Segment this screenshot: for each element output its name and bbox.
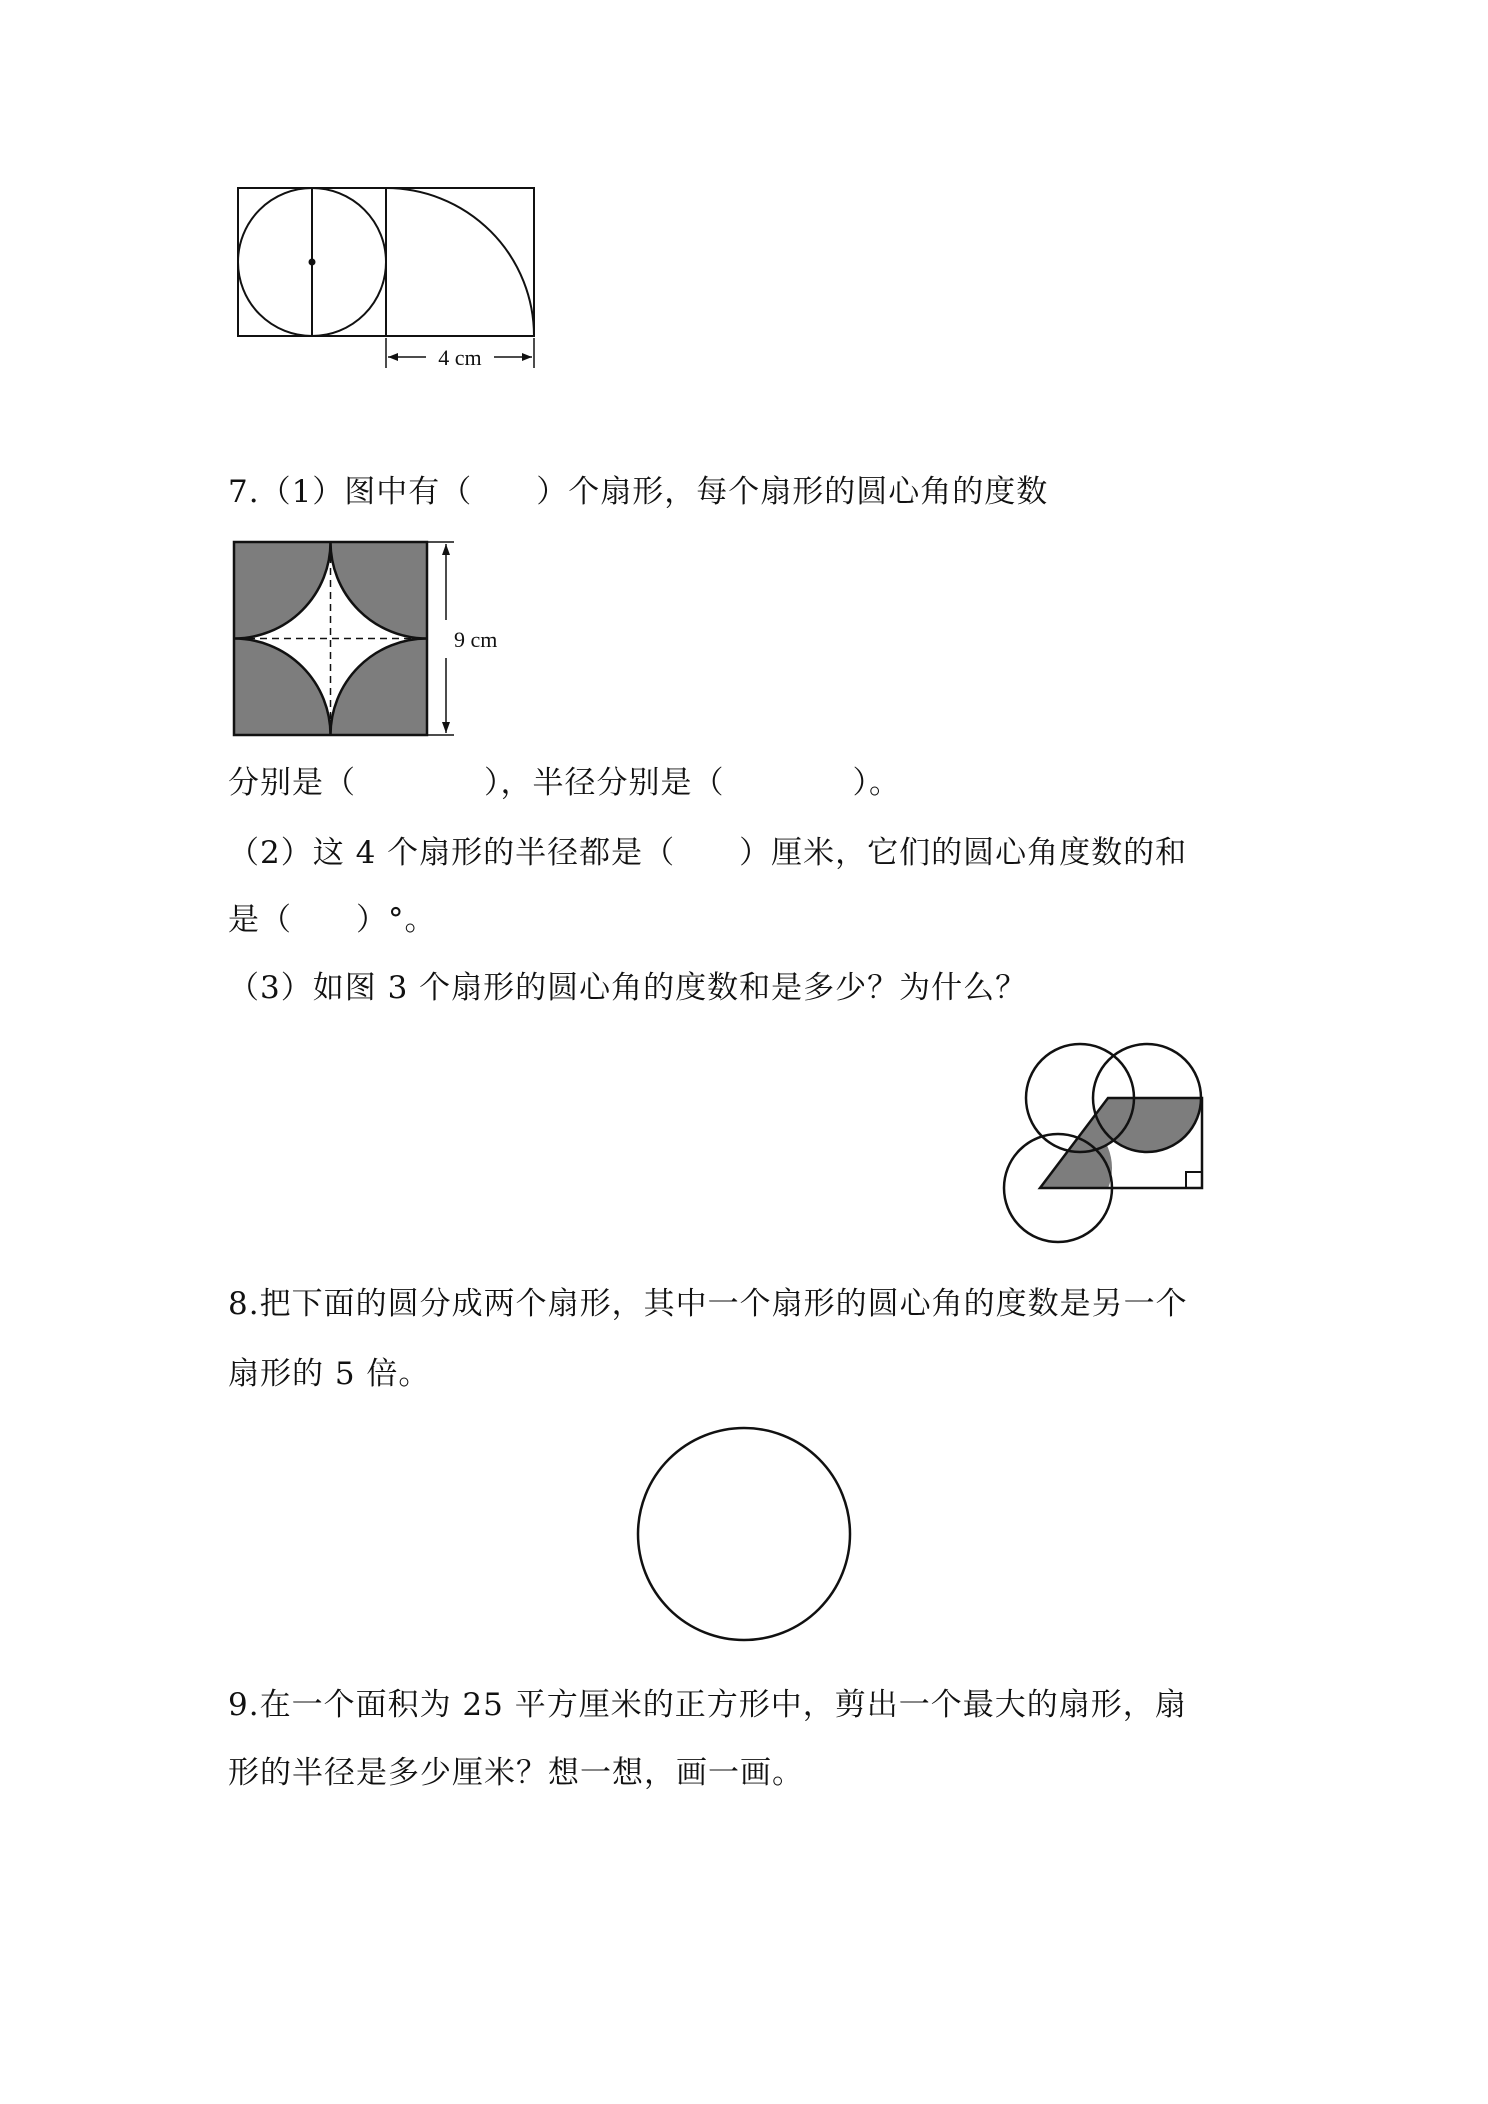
figure-blank-circle — [634, 1424, 854, 1644]
center-dot — [309, 259, 316, 266]
q9-line2: 形的半径是多少厘米？想一想，画一画。 — [228, 1755, 804, 1791]
blank-circle — [638, 1428, 850, 1640]
q8-line2: 扇形的 5 倍。 — [228, 1356, 431, 1392]
figure-three-circles-sectors — [980, 1040, 1260, 1250]
figure-circle-and-quarter-arc — [236, 186, 546, 376]
q7-line4: 是（ ）°。 — [228, 902, 437, 938]
dimension-label-4cm: 4 cm — [438, 345, 482, 370]
dimension-label-9cm: 9 cm — [454, 627, 498, 652]
right-angle-mark — [1186, 1172, 1202, 1188]
q7-line3: （2）这 4 个扇形的半径都是（ ）厘米，它们的圆心角度数的和 — [228, 835, 1188, 871]
q7-line1: 7.（1）图中有（ ）个扇形，每个扇形的圆心角的度数 — [228, 474, 1049, 510]
q7-line5: （3）如图 3 个扇形的圆心角的度数和是多少？为什么？ — [228, 970, 1028, 1006]
q9-line1: 9.在一个面积为 25 平方厘米的正方形中，剪出一个最大的扇形，扇 — [228, 1687, 1187, 1723]
q8-line1: 8.把下面的圆分成两个扇形，其中一个扇形的圆心角的度数是另一个 — [228, 1286, 1188, 1322]
q7-line2: 分别是（ ），半径分别是（ ）。 — [228, 765, 901, 801]
quarter-arc — [386, 188, 534, 336]
right-square — [386, 188, 534, 336]
figure-four-sectors-square — [232, 540, 502, 740]
